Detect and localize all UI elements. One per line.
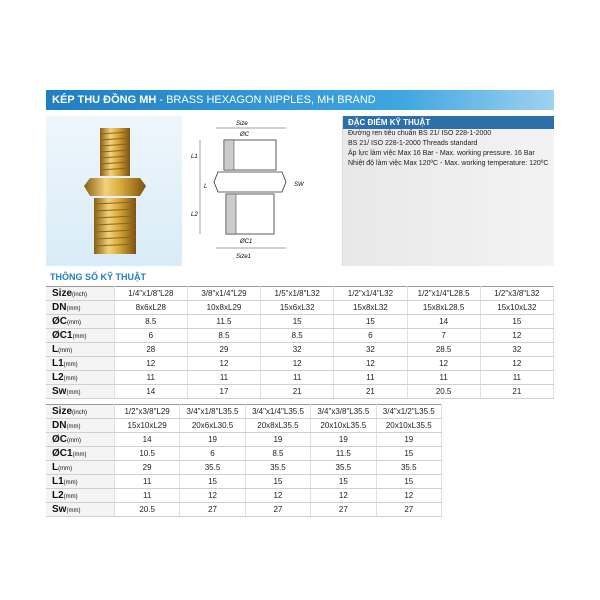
table-row [46,503,442,517]
row-label-main: ØC1 [52,330,73,341]
page-title: KÉP THU ĐỒNG MH [52,94,157,106]
table-cell: 1/2"x1/4"L32 [334,287,407,301]
table-row [46,287,554,301]
table-cell: 6 [180,447,245,461]
table-cell: 11 [480,371,553,385]
row-label [46,475,114,489]
spec-table-1 [46,286,554,399]
table-cell: 29 [187,343,260,357]
table-cell: 3/8"x1/4"L29 [187,287,260,301]
row-label-unit: (inch) [72,292,88,298]
table-cell: 1/2"x1/4"L28.5 [407,287,480,301]
page-subtitle: - BRASS HEXAGON NIPPLES, MH BRAND [159,94,376,106]
table-cell: 12 [311,489,376,503]
table-cell: 15x8xL32 [334,301,407,315]
row-label-unit: (mm) [66,424,81,430]
technical-features-title: ĐẶC ĐIỂM KỸ THUẬT [343,116,554,129]
table-cell: 32 [334,343,407,357]
drawing-label-sw: SW [294,182,304,188]
row-label-main: L [52,462,59,473]
table-cell: 12 [245,489,310,503]
row-label [46,315,114,329]
table-cell: 32 [261,343,334,357]
table-cell: 21 [334,385,407,399]
row-label-main: Size [52,288,73,299]
table-cell: 8x6xL28 [114,301,187,315]
table-cell: 19 [311,433,376,447]
technical-drawing [186,116,338,266]
row-label-unit: (mm) [67,438,81,444]
table-cell: 20x10xL35.5 [376,419,441,433]
table-cell: 15 [261,315,334,329]
table-cell: 27 [180,503,245,517]
table-cell: 3/4"x1/2"L35.5 [376,405,441,419]
table-cell: 14 [114,433,179,447]
row-label [46,489,114,503]
table-cell: 10x8xL29 [187,301,260,315]
row-label-unit: (mm) [63,480,78,486]
table-row [46,343,554,357]
table-cell: 11 [261,371,334,385]
spec-line: Nhiệt độ làm việc Max 120ºC - Max. working temperature: 120ºC [348,160,549,167]
row-label-unit: (mm) [66,306,81,312]
row-label-main: DN [52,420,67,431]
table-cell: 12 [114,357,187,371]
drawing-label-oc: ØC [240,132,249,138]
table-cell: 11 [187,371,260,385]
row-label-unit: (mm) [63,494,78,500]
table-cell: 10.5 [114,447,179,461]
table-row [46,475,442,489]
table-cell: 20.5 [407,385,480,399]
spec-line: Áp lực làm việc Max 16 Bar - Max. working pressure. 16 Bar [348,150,535,157]
table-row [46,315,554,329]
row-label-unit: (mm) [72,334,87,340]
table-row [46,371,554,385]
table-row [46,447,442,461]
table-cell: 1/2"x3/8"L29 [114,405,179,419]
table-cell: 12 [407,357,480,371]
row-label-unit: (mm) [58,348,73,354]
table-cell: 15x6xL32 [261,301,334,315]
table-row [46,301,554,315]
table-cell: 1/2"x3/8"L32 [480,287,553,301]
table-cell: 7 [407,329,480,343]
table-cell: 32 [480,343,553,357]
table-cell: 12 [187,357,260,371]
table-row [46,461,442,475]
table-row [46,329,554,343]
table-cell: 8.5 [114,315,187,329]
table-cell: 20x10xL35.5 [311,419,376,433]
table-cell: 12 [376,489,441,503]
row-label-main: L1 [52,476,64,487]
row-label [46,461,114,475]
row-label-unit: (mm) [72,452,87,458]
table-cell: 11.5 [187,315,260,329]
row-label-unit: (mm) [58,466,73,472]
table-cell: 21 [261,385,334,399]
row-label-unit: (mm) [63,376,78,382]
drawing-label-l2: L2 [191,212,198,218]
table-cell: 15 [376,475,441,489]
table-cell: 15 [480,315,553,329]
row-label-main: L2 [52,372,64,383]
table-cell: 11.5 [311,447,376,461]
row-label-main: L1 [52,358,64,369]
table-cell: 27 [311,503,376,517]
row-label-main: DN [52,302,67,313]
table-cell: 20x6xL30.5 [180,419,245,433]
row-label-main: Size [52,406,73,417]
row-label-main: ØC1 [52,448,73,459]
table-cell: 15x8xL28.5 [407,301,480,315]
row-label [46,287,114,301]
row-label [46,385,114,399]
table-row [46,419,442,433]
table-cell: 11 [114,489,179,503]
table-cell: 15x10xL32 [480,301,553,315]
table-cell: 1/4"x1/8"L28 [114,287,187,301]
table-cell: 17 [187,385,260,399]
table-cell: 14 [407,315,480,329]
table-cell: 15 [376,447,441,461]
spec-line: Đường ren tiêu chuẩn BS 21/ ISO 228-1-2000 [348,130,492,137]
table-cell: 29 [114,461,179,475]
row-label [46,301,114,315]
table-cell: 3/4"x3/8"L35.5 [311,405,376,419]
row-label [46,357,114,371]
table-row [46,489,442,503]
table-cell: 8.5 [261,329,334,343]
table-cell: 27 [376,503,441,517]
row-label [46,371,114,385]
table-row [46,433,442,447]
table-cell: 11 [407,371,480,385]
drawing-label-oc1: ØC1 [240,239,253,245]
row-label-main: ØC [52,316,67,327]
table-cell: 15 [311,475,376,489]
row-label [46,447,114,461]
row-label-main: Sw [52,386,67,397]
drawing-label-size: Size [236,121,248,127]
product-overview [46,116,554,266]
row-label-unit: (mm) [66,508,81,514]
table-cell: 35.5 [245,461,310,475]
table-cell: 8.5 [187,329,260,343]
table-cell: 20.5 [114,503,179,517]
table-cell: 8.5 [245,447,310,461]
row-label-main: L [52,344,59,355]
table-cell: 14 [114,385,187,399]
table-cell: 19 [376,433,441,447]
table-cell: 20x8xL35.5 [245,419,310,433]
table-cell: 19 [180,433,245,447]
table-cell: 6 [114,329,187,343]
table-cell: 11 [114,475,179,489]
row-label-unit: (inch) [72,410,88,416]
drawing-label-l1: L1 [191,154,198,160]
row-label-unit: (mm) [66,390,81,396]
table-cell: 27 [245,503,310,517]
row-label-main: ØC [52,434,67,445]
spec-table-2 [46,404,442,517]
product-photo [46,116,182,266]
spec-table-title: THÔNG SỐ KỸ THUẬT [50,272,146,282]
table-cell: 28.5 [407,343,480,357]
table-cell: 15x10xL29 [114,419,179,433]
table-row [46,385,554,399]
row-label-main: Sw [52,504,67,515]
table-cell: 11 [334,371,407,385]
table-cell: 35.5 [311,461,376,475]
page-title-bar [46,90,554,110]
table-cell: 3/4"x1/4"L35.5 [245,405,310,419]
technical-features-box [342,116,554,266]
table-cell: 6 [334,329,407,343]
row-label [46,503,114,517]
drawing-label-size1: Size1 [236,254,252,260]
table-cell: 12 [480,329,553,343]
table-cell: 19 [245,433,310,447]
brass-nipple-image [46,116,182,266]
table-row [46,357,554,371]
table-cell: 1/5"x1/8"L32 [261,287,334,301]
row-label-unit: (mm) [67,320,81,326]
table-cell: 35.5 [180,461,245,475]
table-cell: 21 [480,385,553,399]
row-label [46,405,114,419]
row-label [46,419,114,433]
table-cell: 35.5 [376,461,441,475]
drawing-label-l: L [204,184,208,190]
table-cell: 15 [245,475,310,489]
row-label [46,433,114,447]
row-label [46,329,114,343]
table-row [46,405,442,419]
row-label-main: L2 [52,490,64,501]
table-cell: 3/4"x1/8"L35.5 [180,405,245,419]
table-cell: 12 [261,357,334,371]
table-cell: 28 [114,343,187,357]
table-cell: 11 [114,371,187,385]
table-cell: 12 [334,357,407,371]
table-cell: 15 [334,315,407,329]
row-label [46,343,114,357]
spec-line: BS 21/ ISO 228-1-2000 Threads standard [348,140,478,147]
table-cell: 12 [480,357,553,371]
table-cell: 12 [180,489,245,503]
table-cell: 15 [180,475,245,489]
row-label-unit: (mm) [63,362,78,368]
